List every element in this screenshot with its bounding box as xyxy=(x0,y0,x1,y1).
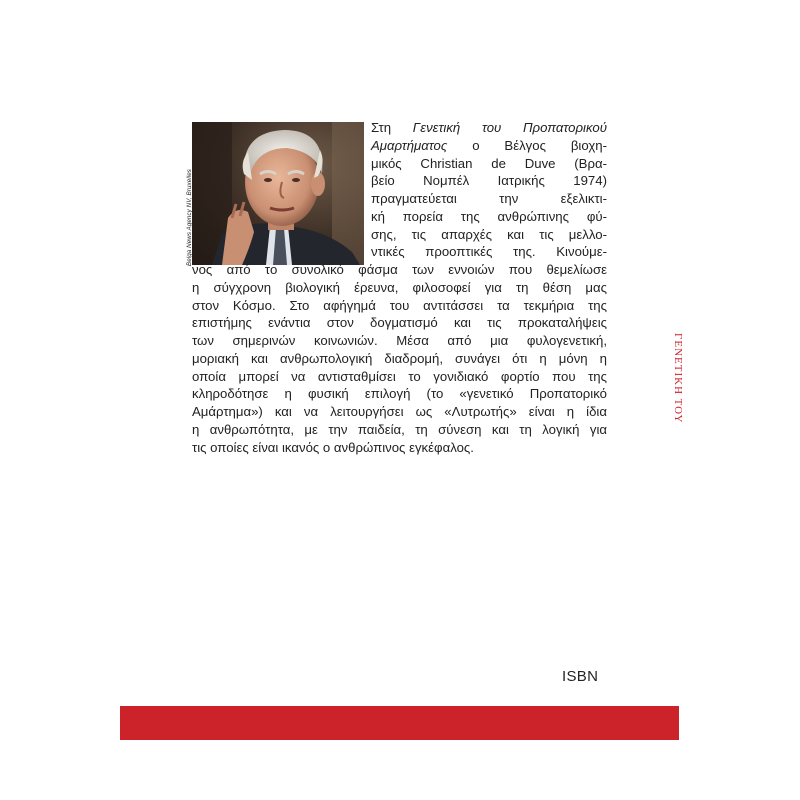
description-line: νος από το συνολικό φάσμα των εννοιών που θεμελίωσε xyxy=(192,262,607,277)
description-line: μικός Christian de Duve (Βρα- xyxy=(371,155,607,171)
description-line: των σημερινών κοινωνιών. Μέσα από μια φυλογενετική, xyxy=(192,333,607,348)
spine-title: ΓΕΝΕΤΙΚΗ ΤΟΥ xyxy=(672,333,684,424)
description-line: Αμάρτημα») και να λειτουργήσει ως «Λυτρωτής» είναι η ίδια xyxy=(192,404,607,419)
description-line: οποία μπορεί να αντισταθμίσει το γονιδιακό φορτίο που της xyxy=(192,368,607,384)
description-line: η σύγχρονη βιολογική έρευνα, φιλοσοφεί για τη θέση μας xyxy=(192,279,607,295)
description-line: βείο Νομπέλ Ιατρικής 1974) xyxy=(371,173,607,189)
description-line: πραγματεύεται την εξελικτι- xyxy=(371,191,607,206)
description-line: κή πορεία της ανθρώπινης φύ- xyxy=(371,208,607,224)
description-line: επιστήμης ενάντια στον δογματισμό και τις προκαταλήψεις xyxy=(192,315,607,331)
description-line: η ανθρωπότητα, με την παιδεία, τη σύνεση και τη λογική για xyxy=(192,421,607,437)
description-line: κληροδότησε η φυσική επιλογή (το «γενετικό Προπατορικό xyxy=(192,386,607,402)
description-line: ντικές προοπτικές της. Κινούμε- xyxy=(371,244,607,260)
description-line: σης, τις απαρχές και τις μελλο- xyxy=(371,226,607,242)
red-bottom-band xyxy=(120,706,679,740)
description-line: στον Κόσμο. Στο αφήγημά του αντιτάσσει τα τεκμήρια της xyxy=(192,297,607,313)
book-description xyxy=(192,119,607,456)
photo-credit: Belga News Agency NV, Bruxelles xyxy=(186,169,193,266)
description-line: μοριακή και ανθρωπολογική διαδρομή, συνάγει ότι η μόνη η xyxy=(192,350,607,366)
isbn-label: ISBN xyxy=(562,668,599,685)
description-line: Αμαρτήματος ο Βέλγος βιοχη- xyxy=(371,137,607,153)
description-line: τις οποίες είναι ικανός ο ανθρώπινος εγκέφαλος. xyxy=(192,439,474,455)
description-line: Στη Γενετική του Προπατορικού xyxy=(371,120,607,135)
